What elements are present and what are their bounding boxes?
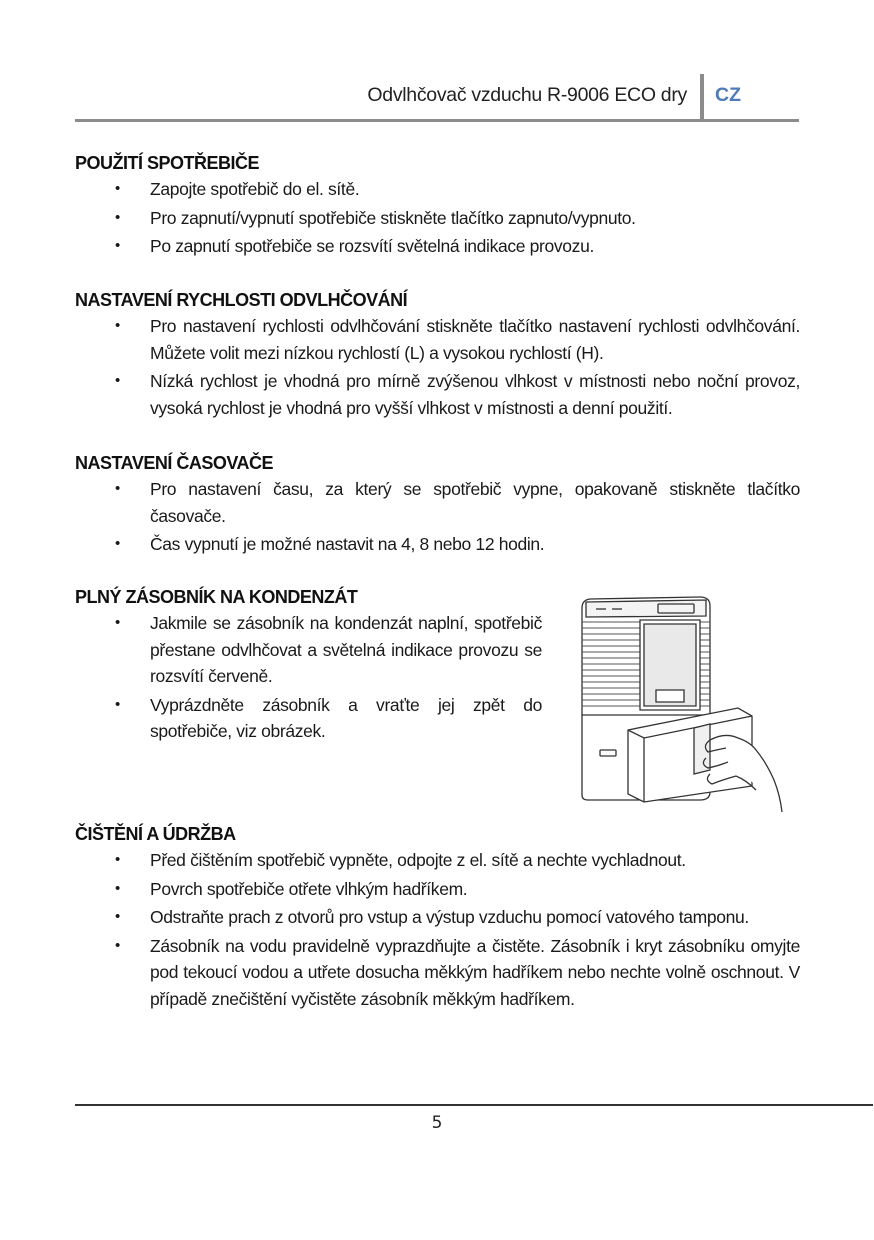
section-full-tank: [75, 584, 542, 747]
section-heading: NASTAVENÍ RYCHLOSTI ODVLHČOVÁNÍ: [75, 290, 408, 310]
language-badge: CZ: [715, 84, 741, 106]
header-title: Odvlhčovač vzduchu R-9006 ECO dry: [367, 84, 687, 106]
section-heading: POUŽITÍ SPOTŘEBIČE: [75, 153, 260, 173]
list-item: [75, 876, 800, 903]
list-item: [75, 205, 800, 232]
list-item-text: Pro nastavení rychlosti odvlhčování stiskněte tlačítko nastavení rychlosti odvlhčování. Můžete volit mezi nízkou rychlostí (L) a vysokou rychlostí (H).: [150, 316, 800, 363]
bullet-icon: •: [115, 372, 120, 389]
list-item: [75, 313, 800, 366]
list-item-text: Pro nastavení času, za který se spotřebič vypne, opakovaně stiskněte tlačítko časovače.: [150, 479, 800, 526]
header-rule: [75, 119, 799, 122]
bullet-icon: •: [115, 317, 120, 334]
bullet-icon: •: [115, 695, 120, 713]
bullet-icon: •: [115, 237, 120, 254]
section-usage: [75, 150, 800, 262]
list-item: [75, 847, 800, 874]
bullet-list: [75, 610, 542, 745]
list-item: [75, 233, 800, 260]
list-item-text: Odstraňte prach z otvorů pro vstup a výstup vzduchu pomocí vatového tamponu.: [150, 907, 749, 927]
bullet-icon: •: [115, 180, 120, 197]
bullet-list: [75, 476, 800, 558]
list-item-text: Zapojte spotřebič do el. sítě.: [150, 179, 360, 199]
bullet-icon: •: [115, 208, 120, 226]
bullet-icon: •: [115, 851, 120, 868]
list-item: [75, 531, 800, 558]
list-item: [75, 368, 800, 421]
bullet-icon: •: [115, 879, 120, 897]
bullet-list: [75, 847, 800, 1012]
list-item: [75, 176, 800, 203]
bullet-icon: •: [115, 908, 120, 925]
page-number: 5: [431, 1113, 443, 1133]
list-item-text: Před čištěním spotřebič vypněte, odpojte z el. sítě a nechte vychladnout.: [150, 850, 686, 870]
bullet-icon: •: [115, 614, 120, 631]
list-item-text: Jakmile se zásobník na kondenzát naplní, spotřebič přestane odvlhčovat a světelná indikace provozu se rozsvítí červeně.: [150, 613, 542, 686]
list-item: [75, 610, 542, 690]
list-item-text: Vyprázdněte zásobník a vraťte jej zpět do spotřebiče, viz obrázek.: [150, 694, 542, 741]
section-speed-setting: [75, 287, 800, 423]
section-heading: ČIŠTĚNÍ A ÚDRŽBA: [75, 824, 236, 844]
section-heading: NASTAVENÍ ČASOVAČE: [75, 453, 274, 473]
page-header: [75, 74, 799, 122]
list-item-text: Povrch spotřebiče otřete vlhkým hadříkem.: [150, 878, 468, 899]
bullet-icon: •: [115, 480, 120, 497]
header-divider: [700, 74, 704, 121]
list-item: [75, 933, 800, 1013]
bullet-list: [75, 313, 800, 421]
list-item-text: Po zapnutí spotřebiče se rozsvítí světelná indikace provozu.: [150, 236, 594, 256]
footer-rule: [75, 1104, 873, 1106]
section-cleaning: [75, 821, 800, 1014]
list-item-text: Nízká rychlost je vhodná pro mírně zvýšenou vlhkost v místnosti nebo noční provoz, vysoká rychlost je vhodná pro vyšší vlhkost v místnosti a denní použití.: [150, 371, 800, 418]
bullet-list: [75, 176, 800, 260]
list-item-text: Čas vypnutí je možné nastavit na 4, 8 nebo 12 hodin.: [150, 534, 545, 554]
list-item: [75, 904, 800, 931]
section-timer-setting: [75, 450, 800, 560]
bullet-icon: •: [115, 535, 120, 552]
list-item: [75, 692, 542, 745]
dehumidifier-tank-illustration: [560, 590, 800, 815]
bullet-icon: •: [115, 936, 120, 954]
list-item-text: Pro zapnutí/vypnutí spotřebiče stiskněte tlačítko zapnuto/vypnuto.: [150, 207, 636, 228]
section-heading: PLNÝ ZÁSOBNÍK NA KONDENZÁT: [75, 587, 358, 607]
list-item: [75, 476, 800, 529]
list-item-text: Zásobník na vodu pravidelně vyprazdňujte a čistěte. Zásobník i kryt zásobníku omyjte pod tekoucí vodou a utřete dosucha měkkým hadříkem nebo nechte volně oschnout. V případě znečištění vyčistěte zásobník měkkým hadříkem.: [150, 935, 800, 1009]
